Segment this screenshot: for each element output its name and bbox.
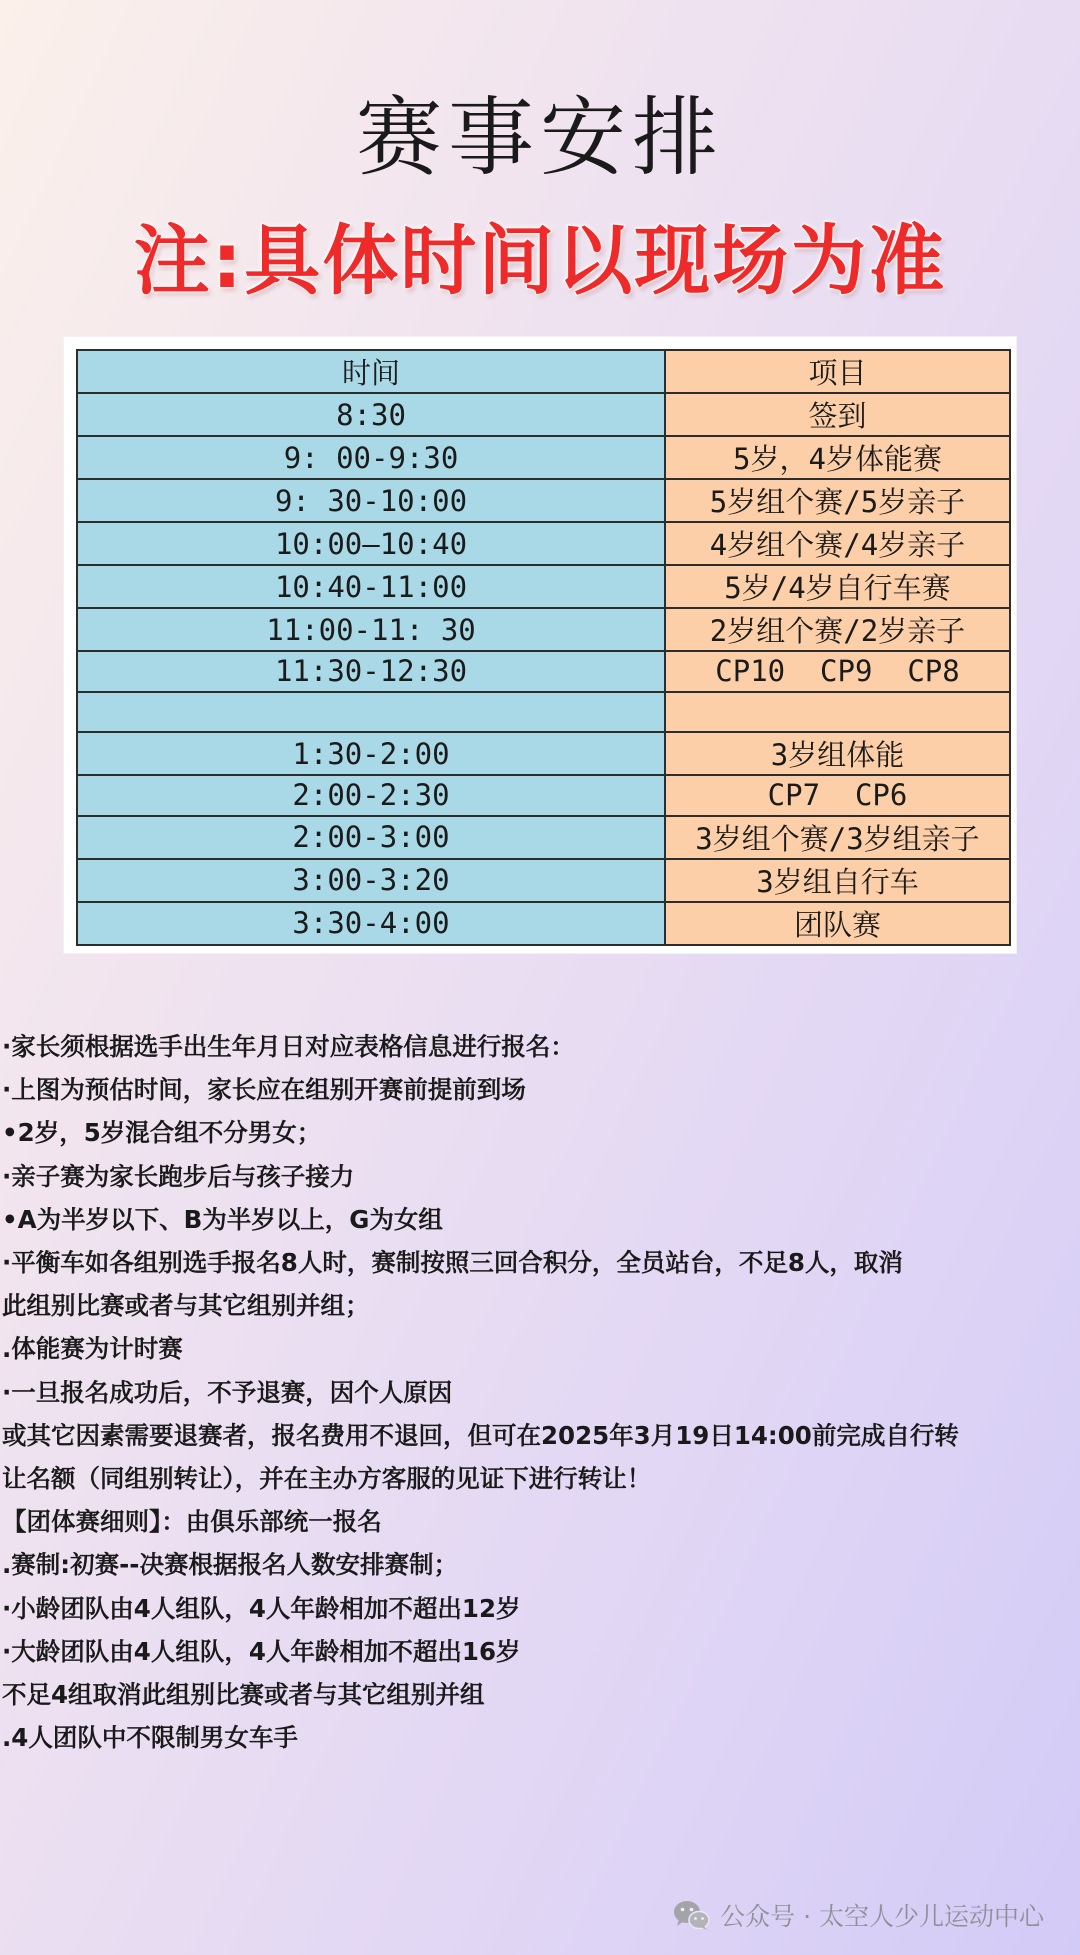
time-cell: 2:00-2:30 [77, 775, 665, 816]
note-line: 此组别比赛或者与其它组别并组； [2, 1291, 370, 1321]
item-cell: 2岁组个赛/2岁亲子 [665, 608, 1010, 651]
wechat-icon [672, 1899, 710, 1931]
note-line: ·家长须根据选手出生年月日对应表格信息进行报名： [2, 1032, 575, 1061]
table-row [77, 775, 1010, 816]
item-cell: 5岁，4岁体能赛 [665, 436, 1010, 479]
column-header-time: 时间 [77, 350, 665, 393]
footer-attribution [672, 1895, 1044, 1935]
time-cell: 11:30-12:30 [77, 651, 665, 692]
item-cell: 5岁/4岁自行车赛 [665, 565, 1010, 608]
note-line: 或其它因素需要退赛者，报名费用不退回，但可在2025年3月19日14:00前完成自行转 [2, 1420, 959, 1450]
item-cell [665, 692, 1010, 733]
time-cell: 11:00-11: 30 [77, 608, 665, 651]
time-cell: 8:30 [77, 393, 665, 436]
note-line: ·一旦报名成功后，不予退赛，因个人原因 [2, 1377, 453, 1407]
footer-text: 公众号 · 太空人少儿运动中心 [720, 1902, 1044, 1931]
table-row [77, 393, 1010, 436]
table-row [77, 859, 1010, 902]
time-notice: 注:具体时间以现场为准 [133, 216, 947, 305]
note-line: •A为半岁以下、B为半岁以上，G为女组 [2, 1204, 443, 1234]
item-cell: 签到 [665, 393, 1010, 436]
table-row [77, 732, 1010, 775]
table-row [77, 436, 1010, 479]
item-cell: 3岁组个赛/3岁组亲子 [665, 816, 1010, 859]
table-header-row [77, 350, 1010, 393]
item-cell: 4岁组个赛/4岁亲子 [665, 522, 1010, 565]
table-row [77, 692, 1010, 733]
column-header-item: 项目 [665, 350, 1010, 393]
time-cell: 9: 00-9:30 [77, 436, 665, 479]
time-cell: 3:00-3:20 [77, 859, 665, 902]
time-cell: 9: 30-10:00 [77, 479, 665, 522]
table-row [77, 479, 1010, 522]
table-row [77, 608, 1010, 651]
item-cell: CP7 CP6 [665, 775, 1010, 816]
time-cell [77, 692, 665, 733]
item-cell: 5岁组个赛/5岁亲子 [665, 479, 1010, 522]
note-line: 【团体赛细则】：由俱乐部统一报名 [2, 1507, 382, 1537]
schedule-table [76, 349, 1011, 946]
item-cell: 3岁组自行车 [665, 859, 1010, 902]
time-cell: 10:40-11:00 [77, 565, 665, 608]
note-line: ·亲子赛为家长跑步后与孩子接力 [2, 1161, 355, 1191]
table-row [77, 522, 1010, 565]
item-cell: CP10 CP9 CP8 [665, 651, 1010, 692]
table-row [77, 651, 1010, 692]
rules-notes [2, 1025, 1078, 1759]
time-cell: 2:00-3:00 [77, 816, 665, 859]
time-cell: 1:30-2:00 [77, 732, 665, 775]
item-cell: 3岁组体能 [665, 732, 1010, 775]
table-row [77, 565, 1010, 608]
note-line: ·上图为预估时间，家长应在组别开赛前提前到场 [2, 1075, 526, 1105]
item-cell: 团队赛 [665, 902, 1010, 945]
time-cell: 10:00—10:40 [77, 522, 665, 565]
note-line: ·平衡车如各组别选手报名8人时，赛制按照三回合积分，全员站台，不足8人，取消 [2, 1248, 903, 1278]
note-line: ·小龄团队由4人组队，4人年龄相加不超出12岁 [2, 1593, 521, 1623]
table-row [77, 816, 1010, 859]
schedule-sheet [64, 337, 1016, 953]
note-line: .体能赛为计时赛 [2, 1334, 183, 1364]
note-line: 让名额（同组别转让），并在主办方客服的见证下进行转让！ [2, 1464, 652, 1494]
note-line: ·大龄团队由4人组队，4人年龄相加不超出16岁 [2, 1636, 521, 1666]
table-row [77, 902, 1010, 945]
note-line: •2岁，5岁混合组不分男女； [2, 1118, 322, 1148]
page-title: 赛事安排 [356, 88, 724, 188]
note-line: .赛制:初赛--决赛根据报名人数安排赛制； [2, 1550, 458, 1580]
note-line: 不足4组取消此组别比赛或者与其它组别并组 [2, 1680, 485, 1710]
note-line: .4人团队中不限制男女车手 [2, 1723, 298, 1753]
time-cell: 3:30-4:00 [77, 902, 665, 945]
